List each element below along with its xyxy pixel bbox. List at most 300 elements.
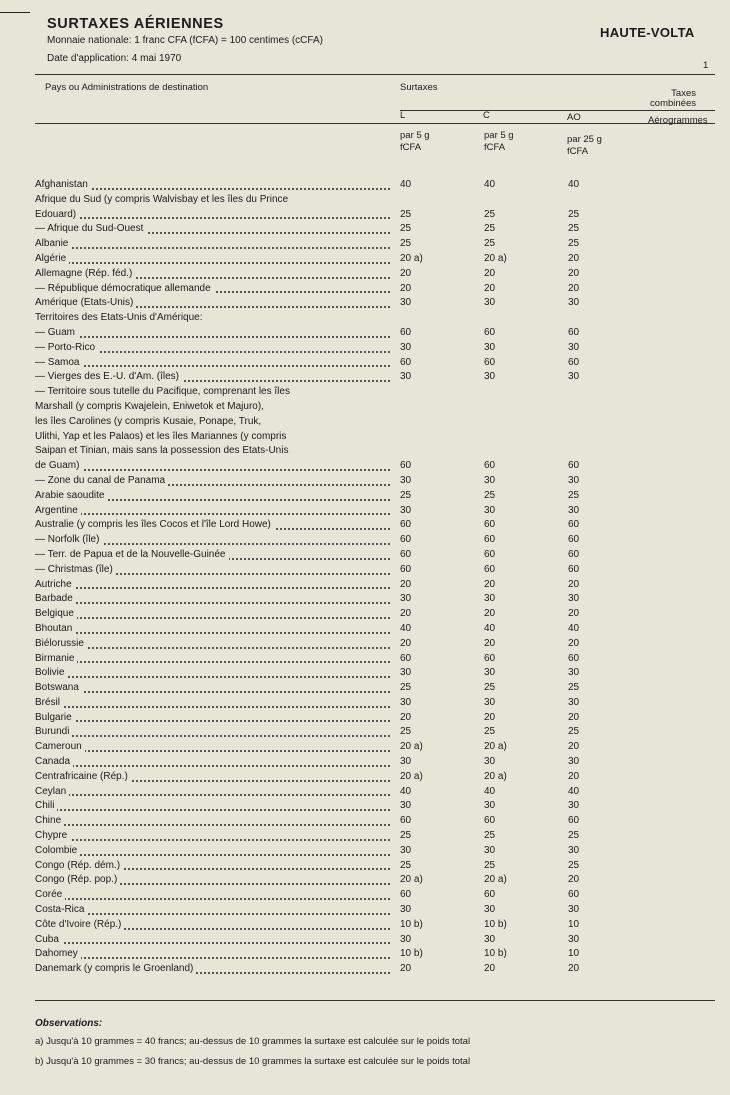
value-ao: 20 [568, 578, 580, 590]
destination-name: Cuba [35, 934, 62, 945]
value-c: 30 [484, 474, 496, 486]
table-row [35, 178, 715, 193]
destination-name: — Samoa [35, 357, 82, 368]
destination-cell [35, 755, 400, 770]
table-row [35, 252, 715, 267]
table-row [35, 592, 715, 607]
value-ao: 40 [568, 622, 580, 634]
value-l: 30 [400, 297, 412, 309]
table-row [35, 844, 715, 859]
destination-cell [35, 208, 400, 223]
L-unit-2: fCFA [400, 142, 422, 153]
destination-cell [35, 341, 400, 356]
destination-name: Canada [35, 756, 73, 767]
table-row [35, 962, 715, 977]
country-name: HAUTE-VOLTA [600, 25, 695, 40]
destination-cell [35, 711, 400, 726]
destination-name: Costa-Rica [35, 904, 87, 915]
value-ao: 20 [568, 282, 580, 294]
value-c: 20 [484, 711, 496, 723]
table-row [35, 296, 715, 311]
table-row [35, 430, 715, 445]
destination-cell [35, 962, 400, 977]
value-c: 20 [484, 578, 496, 590]
col-taxes-header-1: Taxes [671, 88, 696, 99]
leader-dots [35, 587, 390, 589]
destination-name: Chili [35, 800, 57, 811]
destination-cell [35, 592, 400, 607]
destination-cell [35, 918, 400, 933]
value-l: 20 [400, 963, 412, 975]
destination-cell [35, 578, 400, 593]
value-ao: 20 [568, 608, 580, 620]
value-c: 20 a) [484, 874, 507, 886]
col-L-header: L [400, 110, 406, 121]
destination-cell [35, 903, 400, 918]
value-l: 30 [400, 696, 412, 708]
destination-name: Afghanistan [35, 179, 91, 190]
header-bottom-rule [35, 123, 715, 124]
destination-name: Bulgarie [35, 712, 75, 723]
value-l: 30 [400, 800, 412, 812]
AO-unit-1: par 25 g [567, 134, 602, 145]
value-l: 30 [400, 667, 412, 679]
destination-cell [35, 725, 400, 740]
surtaxes-rule [400, 110, 715, 111]
destination-cell [35, 799, 400, 814]
value-l: 25 [400, 223, 412, 235]
value-c: 60 [484, 534, 496, 546]
destination-name: Albanie [35, 238, 71, 249]
leader-dots [35, 602, 390, 604]
value-l: 30 [400, 371, 412, 383]
leader-dots [35, 676, 390, 678]
destination-cell [35, 222, 400, 237]
destination-cell [35, 311, 400, 326]
table-row [35, 563, 715, 578]
value-ao: 10 [568, 948, 580, 960]
destination-name: — Vierges des E.-U. d'Am. (îles) [35, 371, 182, 382]
observation-b: b) Jusqu'à 10 grammes = 30 francs; au-dessus de 10 grammes la surtaxe est calculée sur le poids total [35, 1056, 471, 1067]
destination-name: — Afrique du Sud-Ouest [35, 223, 146, 234]
destination-name: Congo (Rép. dém.) [35, 860, 123, 871]
leader-dots [35, 691, 390, 693]
destination-cell [35, 504, 400, 519]
leader-dots [35, 632, 390, 634]
bottom-rule [35, 1000, 715, 1001]
value-l: 20 a) [400, 770, 423, 782]
value-c: 25 [484, 726, 496, 738]
leader-dots [35, 661, 390, 663]
value-ao: 30 [568, 593, 580, 605]
destination-cell [35, 696, 400, 711]
value-l: 20 [400, 578, 412, 590]
leader-dots [35, 706, 390, 708]
value-c: 60 [484, 519, 496, 531]
page-number: 1 [703, 60, 709, 71]
value-c: 10 b) [484, 918, 507, 930]
value-c: 60 [484, 326, 496, 338]
value-l: 30 [400, 904, 412, 916]
value-c: 20 a) [484, 741, 507, 753]
value-l: 60 [400, 889, 412, 901]
leader-dots [35, 913, 390, 915]
destination-cell [35, 888, 400, 903]
destination-cell [35, 933, 400, 948]
table-row [35, 622, 715, 637]
destination-name: Allemagne (Rép. féd.) [35, 268, 135, 279]
value-ao: 25 [568, 238, 580, 250]
destination-name: Côte d'Ivoire (Rép.) [35, 919, 124, 930]
destination-name: Cameroun [35, 741, 85, 752]
value-ao: 30 [568, 844, 580, 856]
table-row [35, 370, 715, 385]
value-c: 60 [484, 652, 496, 664]
table-row [35, 607, 715, 622]
col-destination-header: Pays ou Administrations de destination [45, 82, 209, 93]
destination-cell [35, 430, 400, 445]
value-l: 30 [400, 341, 412, 353]
L-unit-1: par 5 g [400, 130, 430, 141]
leader-dots [35, 513, 390, 515]
date-line: Date d'application: 4 mai 1970 [47, 53, 182, 64]
value-c: 30 [484, 667, 496, 679]
AO-unit-2: fCFA [567, 146, 589, 157]
value-c: 40 [484, 622, 496, 634]
destination-cell [35, 652, 400, 667]
value-ao: 25 [568, 726, 580, 738]
value-c: 25 [484, 830, 496, 842]
value-c: 25 [484, 859, 496, 871]
value-c: 60 [484, 460, 496, 472]
value-l: 60 [400, 652, 412, 664]
destination-cell [35, 193, 400, 208]
table-row [35, 504, 715, 519]
value-c: 60 [484, 563, 496, 575]
value-c: 25 [484, 682, 496, 694]
leader-dots [35, 839, 390, 841]
table-row [35, 666, 715, 681]
value-ao: 20 [568, 770, 580, 782]
destination-name: Centrafricaine (Rép.) [35, 771, 131, 782]
value-ao: 30 [568, 371, 580, 383]
destination-name: Ceylan [35, 786, 69, 797]
observation-a: a) Jusqu'à 10 grammes = 40 francs; au-dessus de 10 grammes la surtaxe est calculée sur le poids total [35, 1036, 471, 1047]
table-row [35, 385, 715, 400]
table-row [35, 947, 715, 962]
value-ao: 20 [568, 963, 580, 975]
value-l: 30 [400, 756, 412, 768]
value-ao: 60 [568, 815, 580, 827]
value-c: 60 [484, 889, 496, 901]
destination-name: — Christmas (île) [35, 564, 116, 575]
value-l: 60 [400, 356, 412, 368]
C-unit-1: par 5 g [484, 130, 514, 141]
col-aerogrammes-header: Aérogrammes [648, 115, 708, 126]
table-row [35, 711, 715, 726]
value-c: 20 [484, 608, 496, 620]
value-l: 20 [400, 608, 412, 620]
destination-name: Dahomey [35, 948, 81, 959]
destination-cell [35, 444, 400, 459]
table-row [35, 933, 715, 948]
destination-cell [35, 282, 400, 297]
destination-name: Amérique (Etats-Unis) [35, 297, 136, 308]
table-row [35, 578, 715, 593]
value-ao: 30 [568, 696, 580, 708]
table-row [35, 859, 715, 874]
destination-name: Arabie saoudite [35, 490, 108, 501]
value-l: 25 [400, 830, 412, 842]
table-row [35, 193, 715, 208]
value-ao: 20 [568, 267, 580, 279]
destination-cell [35, 548, 400, 563]
value-l: 20 a) [400, 252, 423, 264]
value-l: 20 a) [400, 741, 423, 753]
destination-name: Botswana [35, 682, 82, 693]
value-c: 25 [484, 489, 496, 501]
value-l: 60 [400, 563, 412, 575]
col-AO-header: AO [567, 112, 581, 123]
destination-name: Barbade [35, 593, 76, 604]
value-ao: 20 [568, 252, 580, 264]
value-c: 20 a) [484, 770, 507, 782]
value-c: 25 [484, 208, 496, 220]
destination-cell [35, 267, 400, 282]
value-c: 30 [484, 756, 496, 768]
destination-cell [35, 533, 400, 548]
destination-cell [35, 947, 400, 962]
leader-dots [35, 750, 390, 752]
document-title: SURTAXES AÉRIENNES [47, 16, 224, 32]
value-c: 30 [484, 341, 496, 353]
table-row [35, 341, 715, 356]
value-ao: 60 [568, 356, 580, 368]
value-ao: 30 [568, 933, 580, 945]
table-row [35, 489, 715, 504]
table-row [35, 282, 715, 297]
value-c: 30 [484, 297, 496, 309]
leader-dots [35, 262, 390, 264]
value-ao: 10 [568, 918, 580, 930]
destination-name: Bolivie [35, 667, 67, 678]
leader-dots [35, 957, 390, 959]
destination-name: Danemark (y compris le Groenland) [35, 963, 196, 974]
table-row [35, 237, 715, 252]
destination-cell [35, 681, 400, 696]
leader-dots [35, 617, 390, 619]
C-unit-2: fCFA [484, 142, 506, 153]
table-row [35, 356, 715, 371]
value-c: 30 [484, 904, 496, 916]
leader-dots [35, 898, 390, 900]
table-row [35, 652, 715, 667]
destination-name: Edouard) [35, 209, 79, 220]
destination-cell [35, 740, 400, 755]
table-row [35, 474, 715, 489]
value-l: 30 [400, 933, 412, 945]
value-l: 30 [400, 474, 412, 486]
value-c: 30 [484, 504, 496, 516]
destination-name: — Porto-Rico [35, 342, 98, 353]
destination-name: Algérie [35, 253, 69, 264]
col-C-header: C [483, 110, 490, 121]
value-ao: 60 [568, 652, 580, 664]
table-row [35, 740, 715, 755]
table-row [35, 222, 715, 237]
destination-name: Bhoutan [35, 623, 75, 634]
value-l: 25 [400, 682, 412, 694]
value-l: 60 [400, 548, 412, 560]
value-ao: 25 [568, 489, 580, 501]
value-ao: 30 [568, 667, 580, 679]
value-c: 20 [484, 282, 496, 294]
destination-name: de Guam) [35, 460, 82, 471]
leader-dots [35, 794, 390, 796]
value-c: 20 [484, 637, 496, 649]
value-l: 25 [400, 859, 412, 871]
value-ao: 25 [568, 830, 580, 842]
table-row [35, 311, 715, 326]
table-row [35, 444, 715, 459]
destination-cell [35, 385, 400, 400]
value-l: 10 b) [400, 948, 423, 960]
destination-name: Colombie [35, 845, 80, 856]
destination-name: — Zone du canal de Panama [35, 475, 168, 486]
value-ao: 60 [568, 563, 580, 575]
value-ao: 60 [568, 326, 580, 338]
value-l: 60 [400, 326, 412, 338]
destination-name: Autriche [35, 579, 75, 590]
value-ao: 20 [568, 637, 580, 649]
table-row [35, 799, 715, 814]
value-c: 60 [484, 548, 496, 560]
destination-cell [35, 252, 400, 267]
table-row [35, 696, 715, 711]
value-ao: 30 [568, 904, 580, 916]
destination-cell [35, 814, 400, 829]
value-ao: 30 [568, 297, 580, 309]
value-l: 20 [400, 282, 412, 294]
value-l: 20 [400, 711, 412, 723]
leader-dots [35, 854, 390, 856]
table-row [35, 873, 715, 888]
destination-cell [35, 607, 400, 622]
leader-dots [35, 365, 390, 367]
value-ao: 30 [568, 756, 580, 768]
table-row [35, 770, 715, 785]
table-row [35, 903, 715, 918]
value-c: 40 [484, 785, 496, 797]
value-l: 20 a) [400, 874, 423, 886]
table-row [35, 415, 715, 430]
leader-dots [35, 247, 390, 249]
table-row [35, 681, 715, 696]
destination-name: Biélorussie [35, 638, 87, 649]
table-row [35, 548, 715, 563]
leader-dots [35, 809, 390, 811]
currency-line: Monnaie nationale: 1 franc CFA (fCFA) = 100 centimes (cCFA) [47, 35, 323, 46]
destination-name: Belgique [35, 608, 77, 619]
destination-name: les îles Carolines (y compris Kusaie, Ponape, Truk, [35, 415, 262, 427]
value-ao: 25 [568, 859, 580, 871]
value-c: 30 [484, 800, 496, 812]
destination-name: Ulithi, Yap et les Palaos) et les îles Mariannes (y compris [35, 430, 287, 442]
value-ao: 25 [568, 223, 580, 235]
table-row [35, 518, 715, 533]
destination-cell [35, 873, 400, 888]
value-c: 20 [484, 963, 496, 975]
destination-cell [35, 859, 400, 874]
destination-cell [35, 518, 400, 533]
destination-cell [35, 785, 400, 800]
table-row [35, 888, 715, 903]
value-ao: 20 [568, 711, 580, 723]
leader-dots [35, 942, 390, 944]
destination-cell [35, 563, 400, 578]
table-row [35, 459, 715, 474]
value-l: 25 [400, 489, 412, 501]
value-ao: 60 [568, 548, 580, 560]
corner-mark [0, 12, 30, 13]
leader-dots [35, 647, 390, 649]
value-ao: 20 [568, 741, 580, 753]
destination-cell [35, 326, 400, 341]
table-row [35, 785, 715, 800]
value-l: 30 [400, 504, 412, 516]
value-c: 20 [484, 267, 496, 279]
destination-name: Marshall (y compris Kwajelein, Eniwetok et Majuro), [35, 400, 264, 412]
rates-table [35, 178, 715, 977]
destination-cell [35, 370, 400, 385]
value-l: 60 [400, 519, 412, 531]
value-c: 20 a) [484, 252, 507, 264]
destination-name: Argentine [35, 505, 81, 516]
destination-name: Corée [35, 889, 65, 900]
value-c: 10 b) [484, 948, 507, 960]
destination-name: Saipan et Tinian, mais sans la possession des Etats-Unis [35, 445, 289, 457]
value-ao: 30 [568, 800, 580, 812]
value-l: 20 [400, 637, 412, 649]
value-ao: 25 [568, 208, 580, 220]
table-row [35, 725, 715, 740]
destination-name: Chypre [35, 830, 70, 841]
value-ao: 40 [568, 785, 580, 797]
destination-name: — Territoire sous tutelle du Pacifique, comprenant les îles [35, 386, 290, 398]
value-c: 30 [484, 844, 496, 856]
value-ao: 25 [568, 682, 580, 694]
value-c: 30 [484, 696, 496, 708]
value-ao: 60 [568, 519, 580, 531]
destination-cell [35, 296, 400, 311]
value-c: 25 [484, 238, 496, 250]
value-l: 60 [400, 815, 412, 827]
table-row [35, 918, 715, 933]
value-ao: 40 [568, 179, 580, 190]
table-row [35, 267, 715, 282]
destination-cell [35, 666, 400, 681]
value-l: 30 [400, 593, 412, 605]
destination-cell [35, 770, 400, 785]
value-c: 30 [484, 371, 496, 383]
leader-dots [35, 765, 390, 767]
destination-name: Congo (Rép. pop.) [35, 874, 120, 885]
table-row [35, 400, 715, 415]
destination-cell [35, 415, 400, 430]
value-c: 30 [484, 933, 496, 945]
observations-title: Observations: [35, 1018, 103, 1029]
destination-cell [35, 459, 400, 474]
